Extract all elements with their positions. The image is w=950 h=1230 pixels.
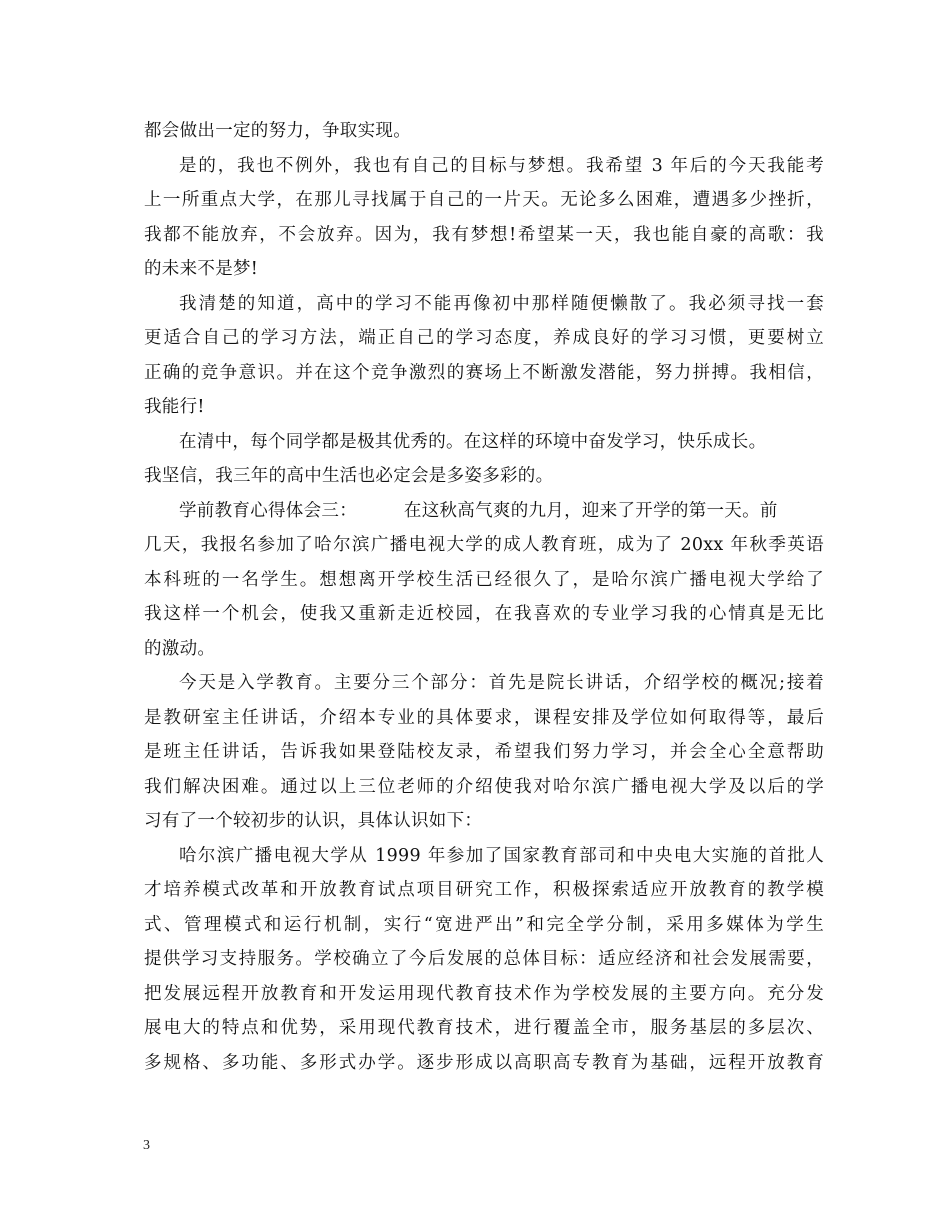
- text-line: 的激动。: [144, 638, 216, 659]
- text-line: 把发展远程开放教育和开发运用现代教育技术作为学校发展的主要方向。充分发: [144, 983, 824, 1004]
- text-line: 今天是入学教育。主要分三个部分：首先是院长讲话，介绍学校的概况;接着: [179, 673, 824, 693]
- text-line: 是的，我也不例外，我也有自己的目标与梦想。我希望 3 年后的今天我能考: [179, 155, 824, 176]
- text-line: 我都不能放弃，不会放弃。因为，我有梦想!希望某一天，我也能自豪的高歌：我: [144, 224, 824, 245]
- text-line: 都会做出一定的努力，争取实现。: [144, 121, 411, 141]
- text-line: 上一所重点大学，在那儿寻找属于自己的一片天。无论多么困难，遭遇多少挫折，: [144, 190, 824, 210]
- text-line: 在清中，每个同学都是极其优秀的。在这样的环境中奋发学习，快乐成长。: [179, 431, 767, 452]
- text-line: 的未来不是梦!: [144, 259, 259, 279]
- text-line: 习有了一个较初步的认识，具体认识如下：: [144, 811, 483, 831]
- text-line: 我能行!: [144, 397, 205, 417]
- text-line: 哈尔滨广播电视大学从 1999 年参加了国家教育部司和中央电大实施的首批人: [179, 845, 824, 866]
- text-line: 我坚信，我三年的高中生活也必定会是多姿多彩的。: [144, 466, 554, 486]
- page-number: 3: [143, 1138, 150, 1153]
- text-line: 是班主任讲话，告诉我如果登陆校友录，希望我们努力学习，并会全心全意帮助: [144, 742, 824, 762]
- text-line: 我这样一个机会，使我又重新走近校园，在我喜欢的专业学习我的心情真是无比: [144, 604, 824, 624]
- document-body: [144, 114, 824, 1080]
- text-line: 展电大的特点和优势，采用现代教育技术，进行覆盖全市，服务基层的多层次、: [144, 1018, 824, 1038]
- text-line: 更适合自己的学习方法，端正自己的学习态度，养成良好的学习习惯，更要树立: [144, 328, 824, 348]
- text-line: 学前教育心得体会三： 在这秋高气爽的九月，迎来了开学的第一天。前: [179, 500, 778, 521]
- text-line: 多规格、多功能、多形式办学。逐步形成以高职高专教育为基础，远程开放教育: [144, 1052, 824, 1073]
- text-line: 式、管理模式和运行机制，实行“宽进严出”和完全学分制，采用多媒体为学生: [144, 914, 824, 935]
- text-line: 我们解决困难。通过以上三位老师的介绍使我对哈尔滨广播电视大学及以后的学: [144, 776, 824, 797]
- text-line: 正确的竞争意识。并在这个竞争激烈的赛场上不断激发潜能，努力拼搏。我相信，: [144, 362, 824, 383]
- text-line: 本科班的一名学生。想想离开学校生活已经很久了，是哈尔滨广播电视大学给了: [144, 569, 824, 590]
- text-line: 是教研室主任讲话，介绍本专业的具体要求，课程安排及学位如何取得等，最后: [144, 707, 824, 728]
- text-line: 我清楚的知道，高中的学习不能再像初中那样随便懒散了。我必须寻找一套: [179, 293, 824, 314]
- text-line: 几天，我报名参加了哈尔滨广播电视大学的成人教育班，成为了 20xx 年秋季英语: [144, 535, 824, 555]
- text-line: 提供学习支持服务。学校确立了今后发展的总体目标：适应经济和社会发展需要，: [144, 949, 824, 969]
- text-line: 才培养模式改革和开放教育试点项目研究工作，积极探索适应开放教育的教学模: [144, 880, 824, 900]
